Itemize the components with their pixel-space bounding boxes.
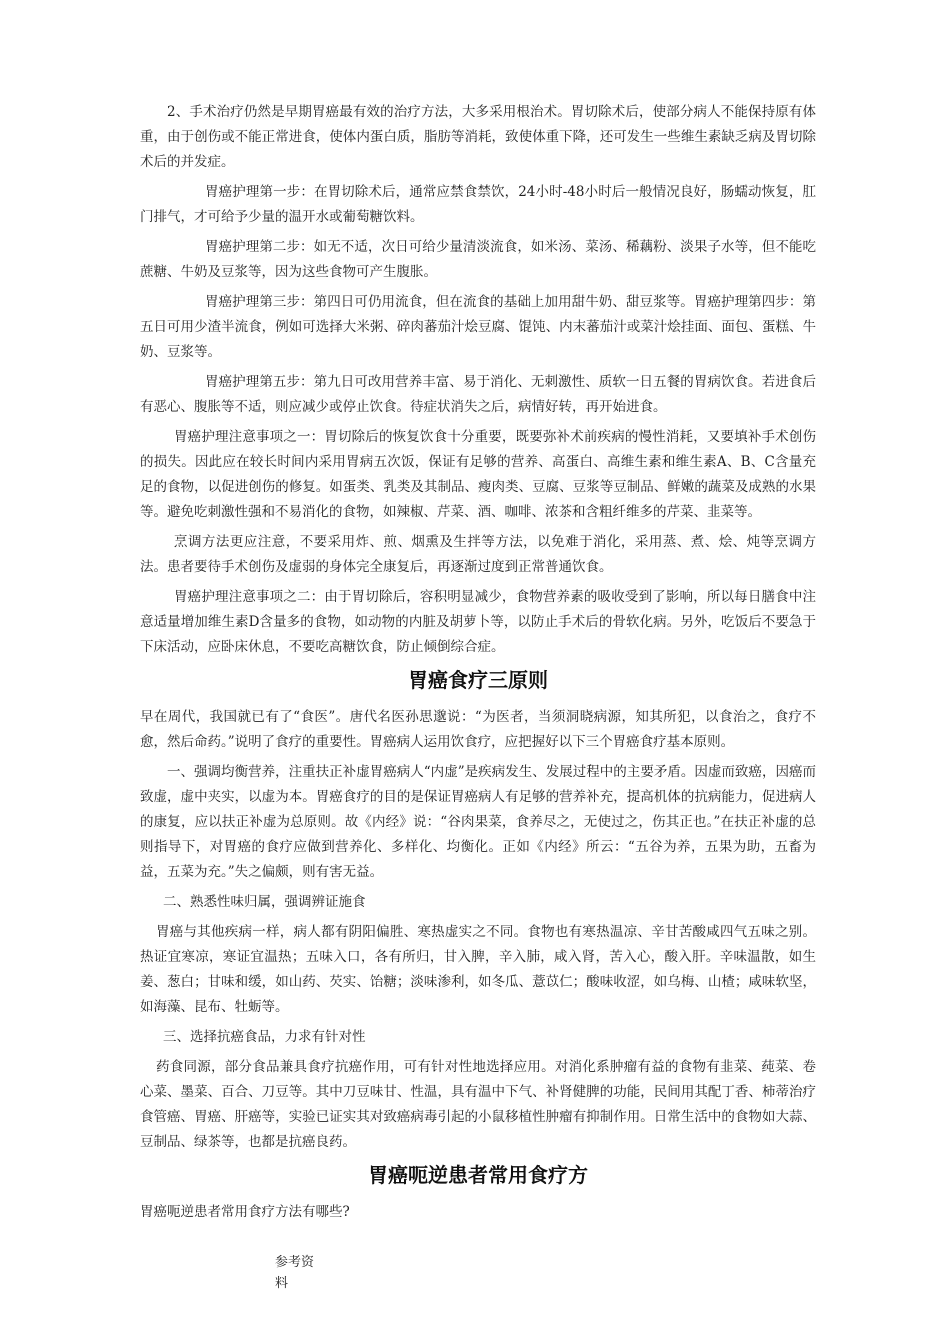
paragraph-care-step-5: 胃癌护理第五步：第九日可改用营养丰富、易于消化、无刺激性、质软一日五餐的胃病饮食。若进食后有恶心、腹胀等不适，则应减少或停止饮食。待症状消失之后，病情好转，再开始进食。: [140, 374, 816, 415]
paragraph-principle-3-title: 三、选择抗癌食品，力求有针对性: [163, 1029, 366, 1045]
paragraph-care-step-1: 胃癌护理第一步：在胃切除术后，通常应禁食禁饮，24小时-48小时后一般情况良好，肠蠕动恢复，肛门排气，才可给予少量的温开水或葡萄糖饮料。: [140, 184, 816, 225]
footer-line-1: 参考资: [275, 1255, 315, 1270]
paragraph-care-step-3-4: 胃癌护理第三步：第四日可仍用流食，但在流食的基础上加用甜牛奶、甜豆浆等。胃癌护理第四步：第五日可用少渣半流食，例如可选择大米粥、碎肉蕃茄汁烩豆腐、馄饨、内末蕃茄汁或菜汁烩挂面、面包、蛋糕、牛奶、豆浆等。: [140, 294, 816, 360]
paragraph-principle-2-body: 胃癌与其他疾病一样，病人都有阴阳偏胜、寒热虚实之不同。食物也有寒热温凉、辛甘苦酸咸四气五味之别。热证宜寒凉，寒证宜温热；五味入口，各有所归，甘入脾，辛入肺，咸入肾，苦入心，酸入肝。辛味温散，如生姜、葱白；甘味和缓，如山药、芡实、饴糖；淡味渗利，如冬瓜、薏苡仁；酸味收涩，如乌梅、山楂；咸味软坚，如海藻、昆布、牡蛎等。: [140, 924, 816, 1015]
section-heading-diet-principles: 胃癌食疗三原则: [408, 668, 548, 692]
paragraph-diet-intro: 早在周代，我国就已有了“食医”。唐代名医孙思邈说：“为医者，当须洞晓病源，知其所犯，以食治之，食疗不愈，然后命药。”说明了食疗的重要性。胃癌病人运用饮食疗，应把握好以下三个胃癌食疗基本原则。: [140, 709, 816, 750]
paragraph-surgery: 2、手术治疗仍然是早期胃癌最有效的治疗方法，大多采用根治术。胃切除术后，使部分病人不能保持原有体重，由于创伤或不能正常进食，使体内蛋白质，脂肪等消耗，致使体重下降，还可发生一些维生素缺乏病及胃切除术后的并发症。: [140, 104, 816, 170]
paragraph-care-note-1: 胃癌护理注意事项之一：胃切除后的恢复饮食十分重要，既要弥补术前疾病的慢性消耗，又要填补手术创伤的损失。因此应在较长时间内采用胃病五次饭，保证有足够的营养、高蛋白、高维生素和维生素A、B、C含量充足的食物，以促进创伤的修复。如蛋类、乳类及其制品、瘦肉类、豆腐、豆浆等豆制品、鲜嫩的蔬菜及成熟的水果等。避免吃刺激性强和不易消化的食物，如辣椒、芹菜、酒、咖啡、浓茶和含粗纤维多的芹菜、韭菜等。: [140, 429, 816, 520]
paragraph-principle-2-title: 二、熟悉性味归属，强调辨证施食: [163, 894, 366, 910]
footer-line-2: 料: [275, 1276, 289, 1291]
section-heading-hiccup-recipes: 胃癌呃逆患者常用食疗方: [368, 1163, 588, 1187]
document-body: [140, 100, 816, 1230]
paragraph-principle-1: 一、强调均衡营养，注重扶正补虚胃癌病人“内虚”是疾病发生、发展过程中的主要矛盾。因虚而致癌，因癌而致虚，虚中夹实，以虚为本。胃癌食疗的目的是保证胃癌病人有足够的营养补充，提高机体的抗病能力，促进病人的康复，应以扶正补虚为总原则。故《内经》说：“谷肉果菜，食养尽之，无使过之，伤其正也。”在扶正补虚的总则指导下，对胃癌的食疗应做到营养化、多样化、均衡化。正如《内经》所云：“五谷为养，五果为助，五畜为益，五菜为充。”失之偏颇，则有害无益。: [140, 764, 816, 880]
paragraph-principle-3-body: 药食同源，部分食品兼具食疗抗癌作用，可有针对性地选择应用。对消化系肿瘤有益的食物有韭菜、莼菜、卷心菜、墨菜、百合、刀豆等。其中刀豆味甘、性温，具有温中下气、补肾健脾的功能，民间用其配丁香、柿蒂治疗食管癌、胃癌、肝癌等，实验已证实其对致癌病毒引起的小鼠移植性肿瘤有抑制作用。日常生活中的食物如大蒜、豆制品、绿茶等，也都是抗癌良药。: [140, 1059, 816, 1150]
paragraph-closing-question: 胃癌呃逆患者常用食疗方法有哪些?: [140, 1204, 350, 1220]
footer-reference-note: [275, 1252, 335, 1294]
paragraph-care-note-2: 胃癌护理注意事项之二：由于胃切除后，容积明显减少，食物营养素的吸收受到了影响，所以每日膳食中注意适量增加维生素D含量多的食物，如动物的内脏及胡萝卜等，以防止手术后的骨软化病。另外，吃饭后不要急于下床活动，应卧床休息，不要吃高糖饮食，防止倾倒综合症。: [140, 589, 816, 655]
paragraph-care-step-2: 胃癌护理第二步：如无不适，次日可给少量清淡流食，如米汤、菜汤、稀藕粉、淡果子水等，但不能吃蔗糖、牛奶及豆浆等，因为这些食物可产生腹胀。: [140, 239, 816, 280]
paragraph-cooking-method: 烹调方法更应注意，不要采用炸、煎、烟熏及生拌等方法，以免难于消化，采用蒸、煮、烩、炖等烹调方法。患者要待手术创伤及虚弱的身体完全康复后，再逐渐过度到正常普通饮食。: [140, 534, 816, 575]
